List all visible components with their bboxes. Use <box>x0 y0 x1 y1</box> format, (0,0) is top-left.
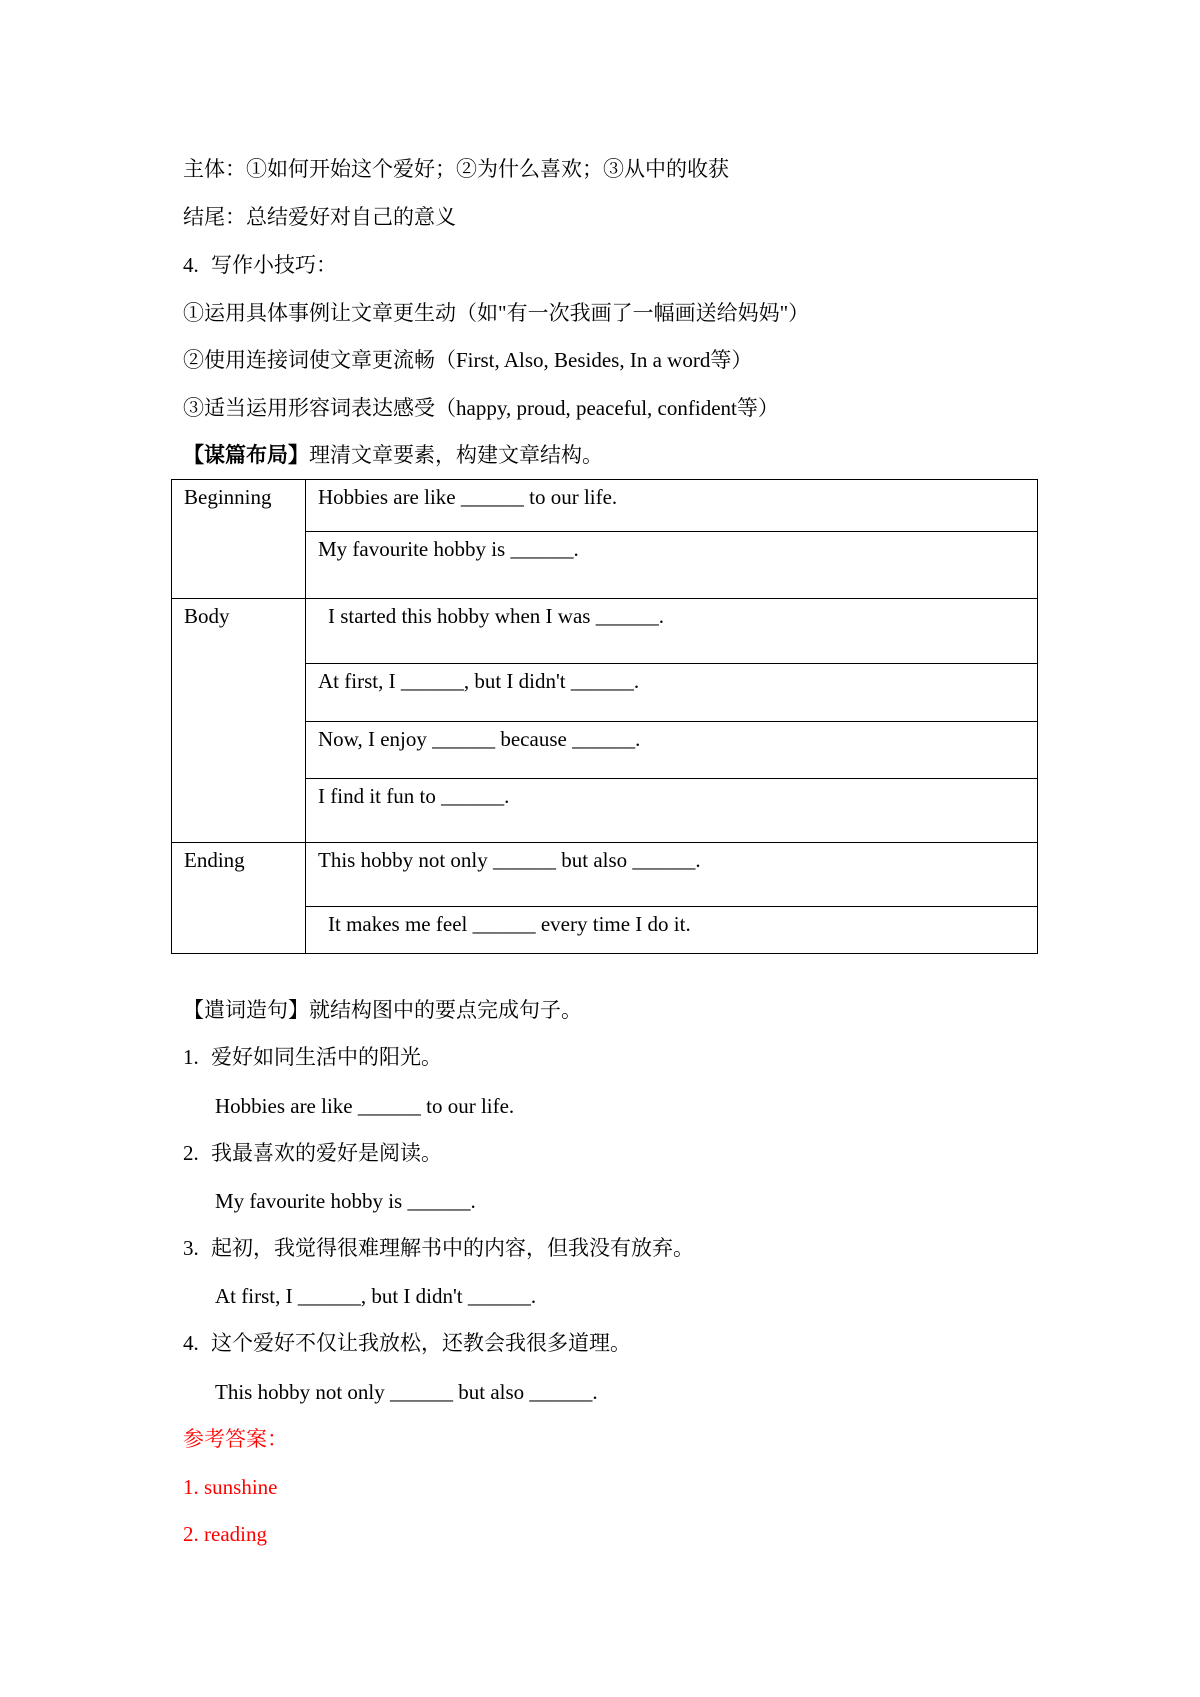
sentence-prompt <box>183 1139 442 1167</box>
structure-cell: This hobby not only ______ but also ______. <box>306 843 1038 907</box>
structure-instruction: 理清文章要素，构建文章结构。 <box>309 443 603 467</box>
sentence-prompt <box>183 1043 442 1071</box>
sentence-prompt <box>183 1329 631 1357</box>
sentences-instruction: 就结构图中的要点完成句子。 <box>309 998 582 1022</box>
sentence-chinese: 我最喜欢的爱好是阅读。 <box>211 1141 442 1165</box>
answer-item: 1. sunshine <box>183 1475 278 1499</box>
tips-number: 4. <box>183 253 199 277</box>
sentence-english: At first, I ______, but I didn't ______. <box>215 1284 537 1308</box>
structure-heading <box>183 441 603 469</box>
table-row <box>172 843 1038 907</box>
section-label-beginning: Beginning <box>172 480 306 599</box>
structure-cell: Now, I enjoy ______ because ______. <box>306 722 1038 779</box>
structure-tag: 【谋篇布局】 <box>183 443 309 467</box>
answers-heading: 参考答案： <box>183 1427 288 1451</box>
sentence-english: Hobbies are like ______ to our life. <box>215 1094 515 1118</box>
sentence-number: 1. <box>183 1045 199 1069</box>
sentence-chinese: 起初，我觉得很难理解书中的内容，但我没有放弃。 <box>211 1236 694 1260</box>
structure-cell: I find it fun to ______. <box>306 779 1038 843</box>
sentence-english: This hobby not only ______ but also ______. <box>215 1380 598 1404</box>
outline-body-line: 主体：①如何开始这个爱好；②为什么喜欢；③从中的收获 <box>183 157 729 181</box>
sentence-prompt <box>183 1234 694 1262</box>
tips-heading <box>183 251 337 279</box>
tips-heading-text: 写作小技巧： <box>211 253 337 277</box>
structure-cell: My favourite hobby is ______. <box>306 532 1038 599</box>
sentence-number: 4. <box>183 1331 199 1355</box>
answer-item: 2. reading <box>183 1522 267 1546</box>
sentence-number: 2. <box>183 1141 199 1165</box>
sentences-heading <box>183 996 582 1024</box>
sentence-number: 3. <box>183 1236 199 1260</box>
table-row <box>172 480 1038 532</box>
section-label-ending: Ending <box>172 843 306 954</box>
tip-item: ③适当运用形容词表达感受（happy, proud, peaceful, confident等） <box>183 396 779 420</box>
structure-cell: Hobbies are like ______ to our life. <box>306 480 1038 532</box>
structure-table <box>171 479 1038 954</box>
structure-cell: At first, I ______, but I didn't ______. <box>306 664 1038 722</box>
table-row <box>172 599 1038 664</box>
sentence-chinese: 这个爱好不仅让我放松，还教会我很多道理。 <box>211 1331 631 1355</box>
sentence-chinese: 爱好如同生活中的阳光。 <box>211 1045 442 1069</box>
sentences-tag: 【遣词造句】 <box>183 998 309 1022</box>
tip-item: ①运用具体事例让文章更生动（如"有一次我画了一幅画送给妈妈"） <box>183 301 810 325</box>
outline-ending-line: 结尾：总结爱好对自己的意义 <box>183 205 456 229</box>
structure-cell: I started this hobby when I was ______. <box>306 599 1038 664</box>
tip-item: ②使用连接词使文章更流畅（First, Also, Besides, In a word等） <box>183 348 753 372</box>
structure-cell: It makes me feel ______ every time I do it. <box>306 907 1038 954</box>
section-label-body: Body <box>172 599 306 843</box>
sentence-english: My favourite hobby is ______. <box>215 1189 476 1213</box>
